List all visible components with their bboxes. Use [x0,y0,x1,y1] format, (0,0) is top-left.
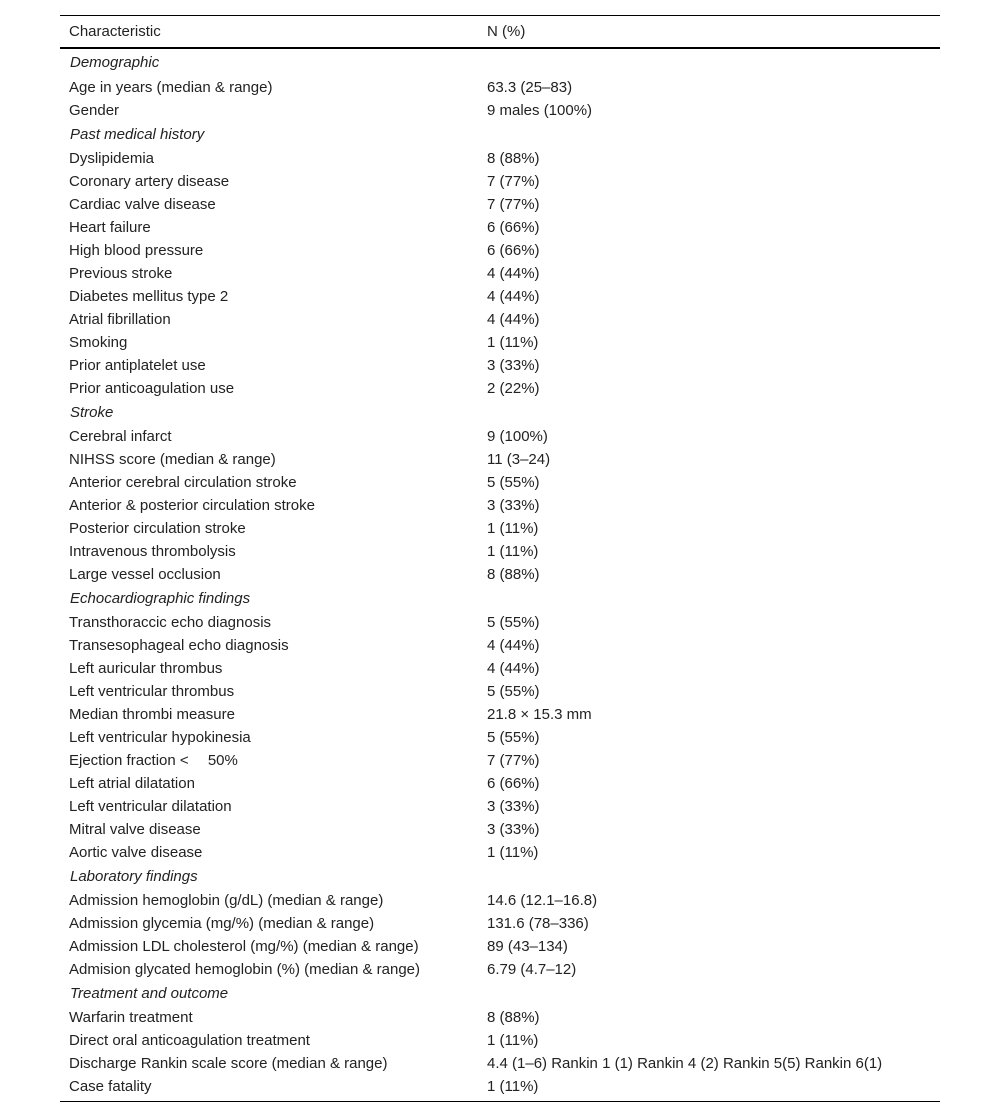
row-label: NIHSS score (median & range) [69,451,276,468]
table-row [60,517,940,540]
table-row [60,471,940,494]
row-label: High blood pressure [69,242,204,259]
row-label: Ejection fraction < 50% [69,752,238,769]
table-row [60,958,940,981]
row-label: Left ventricular hypokinesia [69,729,251,746]
section-heading: Laboratory findings [70,868,198,885]
row-value: 9 males (100%) [487,102,593,119]
table-row [60,563,940,586]
row-value: 5 (55%) [487,474,540,491]
section-row-echocardiographic-findings [60,586,940,611]
row-value: 5 (55%) [487,729,540,746]
row-label: Posterior circulation stroke [69,520,246,537]
row-label: Median thrombi measure [69,706,235,723]
row-label: Prior anticoagulation use [69,380,235,397]
table-row [60,76,940,99]
table-row [60,1052,940,1075]
table-row [60,1006,940,1029]
row-label: Heart failure [69,219,151,236]
row-value: 5 (55%) [487,614,540,631]
row-value: 7 (77%) [487,196,540,213]
table-row [60,239,940,262]
row-value: 5 (55%) [487,683,540,700]
row-label: Transthoraccic echo diagnosis [69,614,272,631]
row-value: 7 (77%) [487,752,540,769]
table-row [60,611,940,634]
section-row-demographic [60,48,940,76]
table-row [60,749,940,772]
row-value: 2 (22%) [487,380,540,397]
table-header [60,16,940,49]
row-value: 4 (44%) [487,265,540,282]
row-value: 7 (77%) [487,173,540,190]
row-value: 1 (11%) [487,1032,539,1049]
row-value: 4 (44%) [487,660,540,677]
row-label: Age in years (median & range) [69,79,273,96]
row-label: Warfarin treatment [69,1009,193,1026]
table-row [60,795,940,818]
table-row [60,170,940,193]
row-value: 3 (33%) [487,798,540,815]
table-row [60,726,940,749]
row-value: 6.79 (4.7–12) [487,961,577,978]
row-value: 1 (11%) [487,334,539,351]
table-row [60,285,940,308]
row-value: 4 (44%) [487,288,540,305]
table-row [60,540,940,563]
row-label: Anterior & posterior circulation stroke [69,497,315,514]
header-row [60,16,940,49]
table-row [60,680,940,703]
row-label: Left ventricular dilatation [69,798,232,815]
table-row [60,818,940,841]
table-row [60,147,940,170]
row-label: Discharge Rankin scale score (median & range) [69,1055,388,1072]
table-row [60,889,940,912]
row-label: Cardiac valve disease [69,196,216,213]
row-value: 8 (88%) [487,1009,540,1026]
section-heading: Demographic [70,54,160,71]
table-row [60,1029,940,1052]
table-row [60,216,940,239]
row-label: Admision glycated hemoglobin (%) (median & range) [69,961,421,978]
table-row [60,377,940,400]
table-row [60,193,940,216]
row-value: 1 (11%) [487,844,539,861]
section-heading: Past medical history [70,126,205,143]
row-label: Gender [69,102,120,119]
row-label: Previous stroke [69,265,173,282]
row-value: 63.3 (25–83) [487,79,573,96]
row-value: 3 (33%) [487,357,540,374]
row-value: 4 (44%) [487,637,540,654]
row-value: 89 (43–134) [487,938,568,955]
table-row [60,841,940,864]
row-value: 6 (66%) [487,219,540,236]
row-label: Admission LDL cholesterol (mg/%) (median & range) [69,938,419,955]
row-value: 9 (100%) [487,428,548,445]
section-row-past-medical-history [60,122,940,147]
table-row [60,331,940,354]
row-value: 4.4 (1–6) Rankin 1 (1) Rankin 4 (2) Rankin 5(5) Rankin 6(1) [487,1055,883,1072]
row-label: Left ventricular thrombus [69,683,235,700]
row-value: 1 (11%) [487,520,539,537]
row-label: Admission hemoglobin (g/dL) (median & range) [69,892,384,909]
table-row [60,425,940,448]
row-label: Left auricular thrombus [69,660,223,677]
column-header-n-percent: N (%) [487,23,526,40]
table-row [60,354,940,377]
row-label: Left atrial dilatation [69,775,195,792]
row-value: 11 (3–24) [487,451,551,468]
row-label: Anterior cerebral circulation stroke [69,474,297,491]
table-row [60,657,940,680]
row-label: Cerebral infarct [69,428,172,445]
row-label: Diabetes mellitus type 2 [69,288,229,305]
row-label: Intravenous thrombolysis [69,543,236,560]
table-row [60,634,940,657]
row-label: Large vessel occlusion [69,566,221,583]
row-label: Direct oral anticoagulation treatment [69,1032,310,1049]
row-value: 4 (44%) [487,311,540,328]
table-row [60,448,940,471]
row-label: Prior antiplatelet use [69,357,206,374]
row-value: 3 (33%) [487,821,540,838]
row-value: 1 (11%) [487,1078,539,1095]
characteristics-table [60,15,940,1102]
table-row [60,772,940,795]
section-row-laboratory-findings [60,864,940,889]
section-heading: Echocardiographic findings [70,590,251,607]
row-label: Dyslipidemia [69,150,155,167]
table-row [60,912,940,935]
table-body [60,48,940,1102]
row-label: Coronary artery disease [69,173,230,190]
row-label: Admission glycemia (mg/%) (median & range) [69,915,375,932]
table-row [60,935,940,958]
table-row [60,99,940,122]
table-row [60,262,940,285]
row-value: 6 (66%) [487,242,540,259]
table-row [60,494,940,517]
row-value: 14.6 (12.1–16.8) [487,892,598,909]
table-row [60,703,940,726]
row-label: Transesophageal echo diagnosis [69,637,289,654]
row-label: Aortic valve disease [69,844,203,861]
section-heading: Stroke [70,404,114,421]
row-label: Mitral valve disease [69,821,201,838]
row-label: Case fatality [69,1078,152,1095]
row-value: 21.8 × 15.3 mm [487,706,592,723]
row-value: 8 (88%) [487,150,540,167]
section-heading: Treatment and outcome [70,985,229,1002]
row-value: 6 (66%) [487,775,540,792]
section-row-stroke [60,400,940,425]
column-header-characteristic: Characteristic [69,23,161,40]
row-value: 3 (33%) [487,497,540,514]
row-label: Atrial fibrillation [69,311,171,328]
row-value: 1 (11%) [487,543,539,560]
table-row [60,1075,940,1102]
row-label: Smoking [69,334,128,351]
section-row-treatment-and-outcome [60,981,940,1006]
row-value: 8 (88%) [487,566,540,583]
table-row [60,308,940,331]
row-value: 131.6 (78–336) [487,915,589,932]
